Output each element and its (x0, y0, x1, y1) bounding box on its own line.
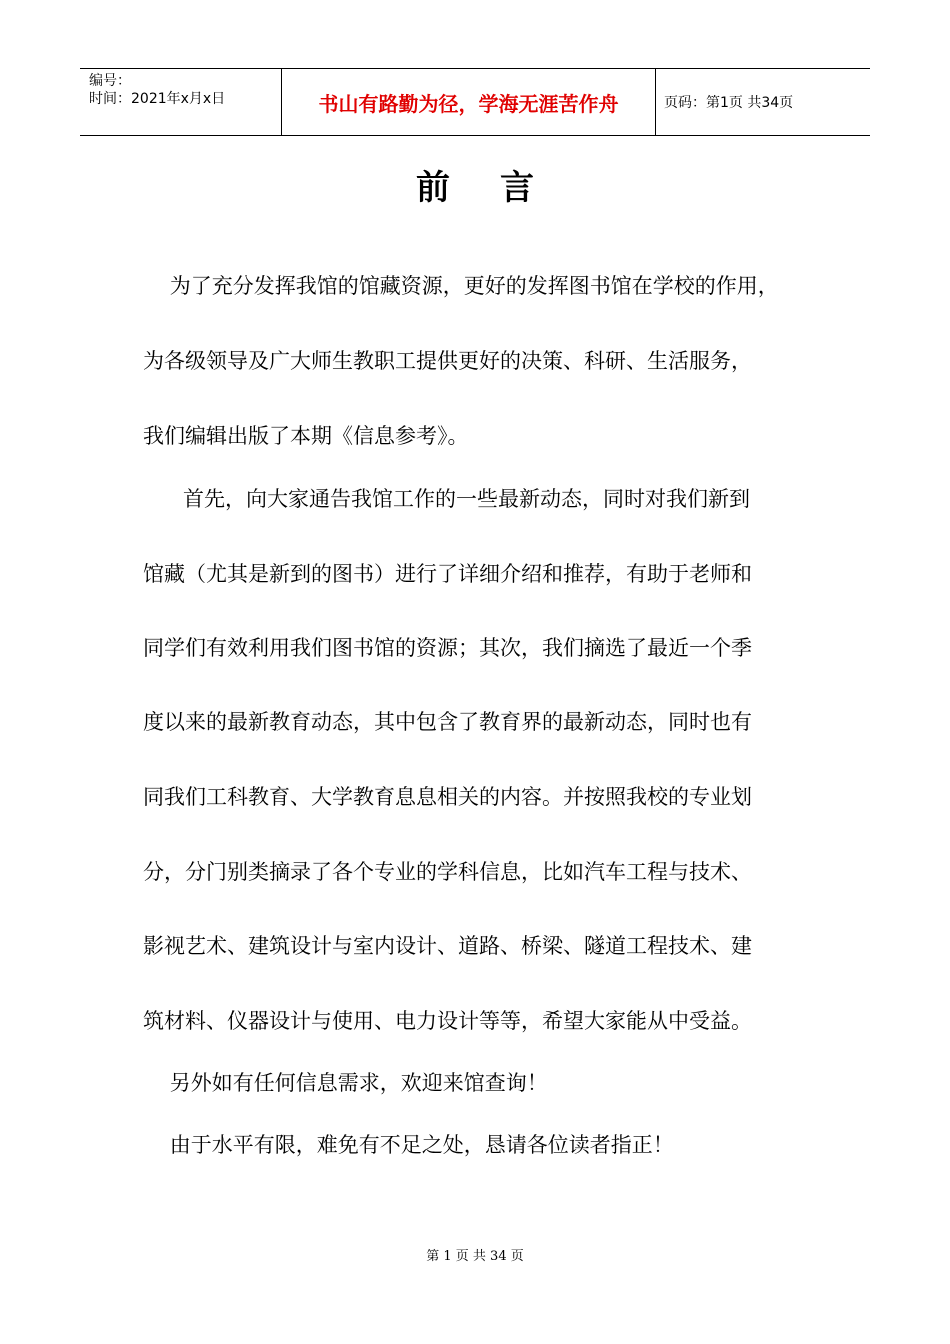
body-line: 分，分门别类摘录了各个专业的学科信息，比如汽车工程与技术、 (143, 860, 752, 884)
document-number-label: 编号： (89, 73, 131, 89)
body-line: 影视艺术、建筑设计与室内设计、道路、桥梁、隧道工程技术、建 (143, 934, 752, 958)
body-line: 我们编辑出版了本期《信息参考》。 (143, 424, 469, 448)
body-line: 同我们工科教育、大学教育息息相关的内容。并按照我校的专业划 (143, 785, 752, 809)
body-line: 为各级领导及广大师生教职工提供更好的决策、科研、生活服务， (143, 349, 752, 373)
body-line: 由于水平有限，难免有不足之处，恳请各位读者指正！ (143, 1133, 674, 1157)
body-line: 首先，向大家通告我馆工作的一些最新动态，同时对我们新到 (143, 487, 751, 511)
page-header-table (80, 68, 870, 136)
body-line: 为了充分发挥我馆的馆藏资源，更好的发挥图书馆在学校的作用， (143, 274, 779, 298)
body-line: 度以来的最新教育动态，其中包含了教育界的最新动态，同时也有 (143, 710, 752, 734)
page-footer: 第 1 页 共 34 页 (426, 1249, 524, 1264)
document-date: 时间：2021年x月x日 (89, 91, 226, 107)
body-line: 馆藏（尤其是新到的图书）进行了详细介绍和推荐，有助于老师和 (143, 562, 752, 586)
header-motto: 书山有路勤为径，学海无涯苦作舟 (318, 91, 619, 116)
header-meta-cell (80, 69, 282, 135)
header-page-info: 页码：第1页 共34页 (664, 95, 794, 111)
page-title: 前言 (416, 168, 584, 208)
body-line: 同学们有效利用我们图书馆的资源；其次，我们摘选了最近一个季 (143, 636, 752, 660)
body-line: 筑材料、仪器设计与使用、电力设计等等，希望大家能从中受益。 (143, 1009, 752, 1033)
body-line: 另外如有任何信息需求，欢迎来馆查询！ (143, 1071, 548, 1095)
header-motto-cell (282, 69, 656, 135)
header-page-cell (656, 69, 870, 135)
